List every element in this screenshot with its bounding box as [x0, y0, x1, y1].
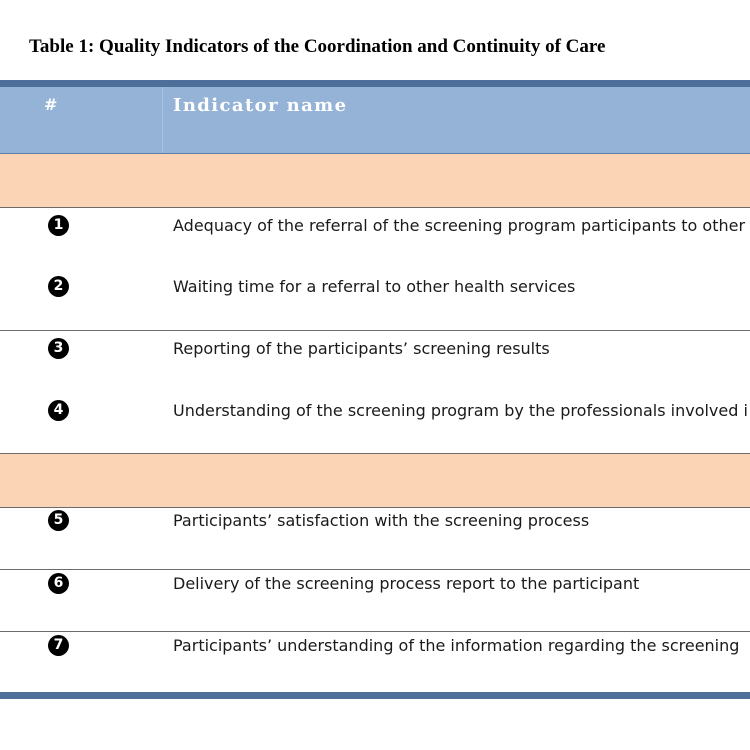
indicator-number-badge: 3 — [48, 338, 69, 359]
table-top-rule — [0, 80, 750, 87]
table-row — [0, 337, 750, 361]
indicator-number-badge: 5 — [48, 510, 69, 531]
indicator-number-badge: 6 — [48, 573, 69, 594]
indicator-group — [0, 632, 750, 692]
table-row — [0, 399, 750, 423]
header-column-divider — [162, 87, 163, 153]
indicator-name: Adequacy of the referral of the screening program participants to other — [173, 216, 746, 235]
indicator-name: Participants’ understanding of the information regarding the screening — [173, 636, 740, 655]
table-bottom-rule — [0, 692, 750, 699]
table-row — [0, 509, 750, 533]
indicator-name: Delivery of the screening process report to the participant — [173, 574, 640, 593]
header-number: # — [44, 95, 58, 114]
indicator-name: Waiting time for a referral to other health services — [173, 277, 576, 296]
indicator-group — [0, 331, 750, 454]
indicator-number-badge: 7 — [48, 635, 69, 656]
indicator-name: Understanding of the screening program by the professionals involved i — [173, 401, 748, 420]
table-row — [0, 634, 750, 658]
header-indicator-name: Indicator name — [173, 95, 348, 116]
indicator-number-badge: 2 — [48, 276, 69, 297]
section-row — [0, 454, 750, 508]
table-row — [0, 572, 750, 596]
section-row — [0, 154, 750, 208]
indicator-name: Reporting of the participants’ screening results — [173, 339, 550, 358]
table-caption: Table 1: Quality Indicators of the Coordination and Continuity of Care — [29, 36, 606, 57]
indicator-group — [0, 208, 750, 331]
indicator-number-badge: 1 — [48, 215, 69, 236]
table-row — [0, 275, 750, 299]
table-row — [0, 214, 750, 238]
table-header-row — [0, 87, 750, 154]
indicator-group — [0, 508, 750, 570]
indicators-table — [0, 80, 750, 699]
indicator-number-badge: 4 — [48, 400, 69, 421]
indicator-group — [0, 570, 750, 632]
indicator-name: Participants’ satisfaction with the screening process — [173, 511, 590, 530]
